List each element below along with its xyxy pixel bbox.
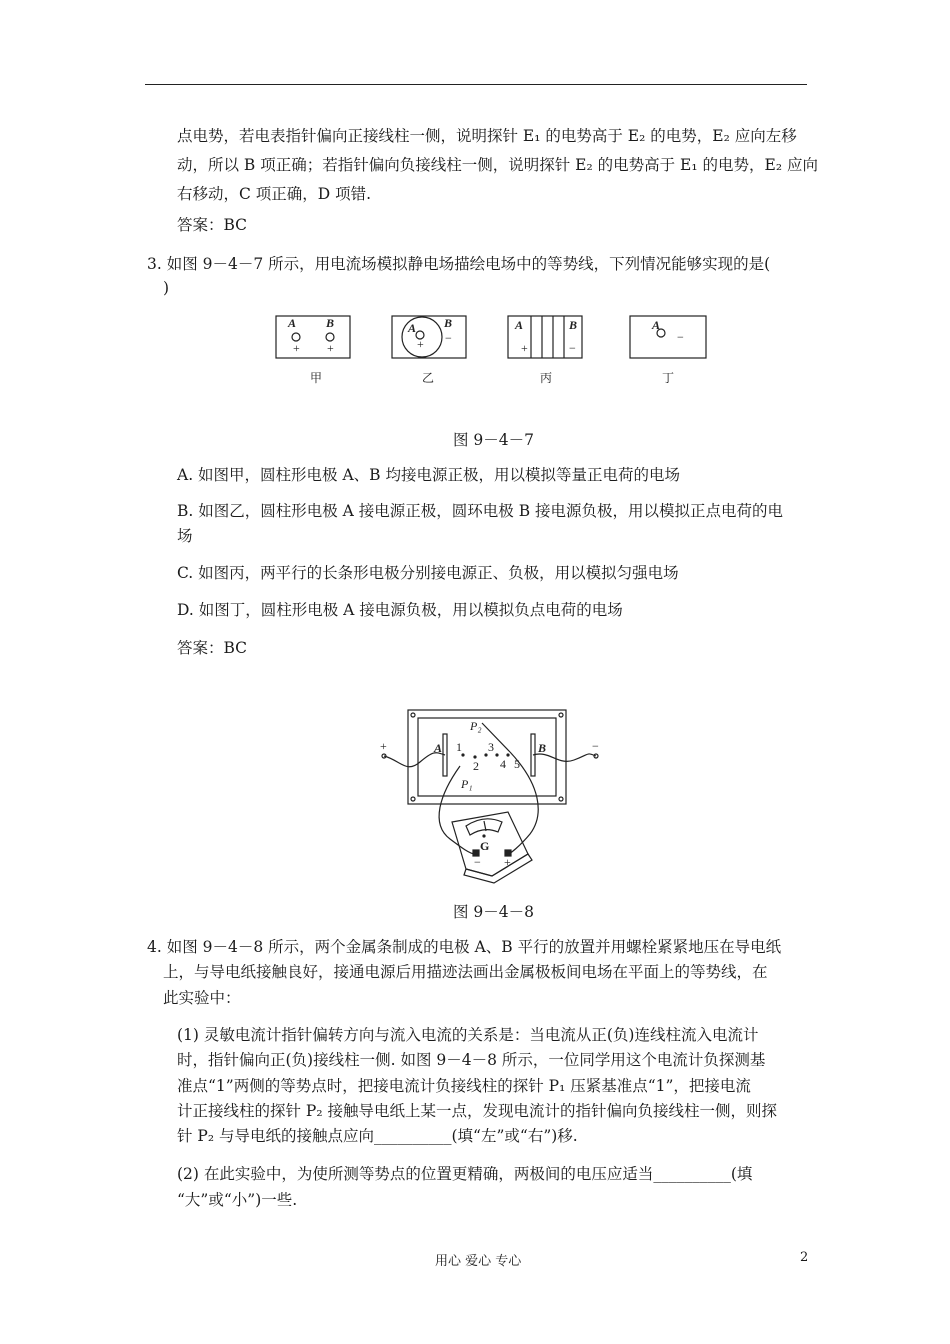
text-line: 场: [177, 527, 193, 545]
meter-plus-label: +: [504, 855, 511, 869]
label-a: A: [408, 321, 417, 335]
question-4: 4. 如图 9－4－8 所示，两个金属条制成的电极 A、B 平行的放置并用螺栓紧紧地压在导电纸: [147, 938, 782, 956]
point-label: 5: [514, 757, 520, 771]
screw-icon: [559, 713, 563, 717]
meter-minus-label: −: [474, 855, 481, 869]
panel-name: 丁: [662, 371, 675, 385]
option-a: A. 如图甲，圆柱形电极 A、B 均接电源正极，用以模拟等量正电荷的电场: [177, 466, 680, 484]
label-b: B: [326, 316, 335, 330]
panel-name: 乙: [422, 371, 435, 385]
option-b: B. 如图乙，圆柱形电极 A 接电源正极，圆环电极 B 接电源负极，用以模拟正点电荷的电: [177, 502, 784, 520]
terminal-plus-label: +: [380, 739, 387, 753]
text-line: 计正接线柱的探针 P₂ 接触导电纸上某一点，发现电流计的指针偏向负接线柱一侧，则探: [177, 1102, 777, 1120]
electrode-a-icon: [292, 333, 300, 341]
screw-icon: [411, 713, 415, 717]
label-a: A: [515, 318, 524, 332]
option-c: C. 如图丙，两平行的长条形电极分别接电源正、负极，用以模拟匀强电场: [177, 564, 679, 582]
minus-sign: −: [677, 330, 684, 344]
option-d: D. 如图丁，圆柱形电极 A 接电源负极，用以模拟负点电荷的电场: [177, 601, 623, 619]
text-line: 准点“1”两侧的等势点时，把接电流计负接线柱的探针 P₁ 压紧基准点“1”，把接电流: [177, 1077, 751, 1095]
electrode-b-icon: [326, 333, 334, 341]
text-line: ): [163, 279, 170, 297]
figure-caption: 图 9－4－8: [453, 903, 535, 921]
point-5: [506, 753, 509, 756]
probe-p2-line: [482, 723, 510, 752]
text-line: 上，与导电纸接触良好，接通电源后用描迹法画出金属极板间电场在平面上的等势线，在: [163, 963, 768, 981]
figure-9-4-7: [270, 310, 710, 390]
text-line: 动，所以 B 项正确；若指针偏向负接线柱一侧，说明探针 E₂ 的电势高于 E₁ 的电势，E₂ 应向: [177, 156, 818, 174]
plus-sign: +: [293, 341, 300, 355]
probe-p2-label: P₂: [470, 719, 482, 733]
screw-icon: [559, 797, 563, 801]
label-b: B: [444, 316, 453, 330]
question-3: 3. 如图 9－4－7 所示，用电流场模拟静电场描绘电场中的等势线，下列情况能够实现的是(: [147, 255, 771, 273]
screw-icon: [411, 797, 415, 801]
galvanometer-body: [452, 812, 528, 876]
probe-p1-label: P₁: [461, 777, 473, 791]
text-line: “大”或“小”)一些.: [177, 1191, 298, 1209]
plus-sign: +: [521, 341, 528, 355]
text-line: 此实验中：: [163, 989, 241, 1007]
figure-9-4-8: [380, 704, 620, 894]
text-line: 时，指针偏向正(负)接线柱一侧. 如图 9－4－8 所示，一位同学用这个电流计负探测基: [177, 1051, 766, 1069]
probe-p2-lead: [508, 752, 538, 854]
label-a: A: [288, 316, 297, 330]
answer-line: 答案：BC: [177, 216, 248, 234]
label-b: B: [569, 318, 578, 332]
subquestion-2: (2) 在此实验中，为使所测等势点的位置更精确，两极间的电压应适当__________(填: [177, 1165, 753, 1183]
answer-line: 答案：BC: [177, 639, 248, 657]
point-label: 4: [500, 757, 506, 771]
minus-sign: −: [569, 341, 576, 355]
minus-sign: −: [445, 331, 452, 345]
panel-name: 丙: [540, 371, 553, 385]
meter-center-dot: [482, 834, 485, 837]
label-a: A: [434, 741, 443, 755]
text-line: 右移动，C 项正确，D 项错.: [177, 185, 372, 203]
label-a: A: [652, 318, 661, 332]
plus-sign: +: [327, 341, 334, 355]
panel-ding-frame: [630, 316, 706, 358]
page-number: 2: [800, 1250, 809, 1265]
figure-caption: 图 9－4－7: [453, 431, 535, 449]
terminal-minus-label: −: [592, 739, 599, 753]
point-label: 2: [473, 759, 479, 773]
point-label: 1: [456, 740, 462, 754]
header-rule: [145, 84, 807, 85]
label-b: B: [538, 741, 547, 755]
text-line: 针 P₂ 与导电纸的接触点应向__________(填“左”或“右”)移.: [177, 1127, 578, 1145]
wire-right: [533, 754, 596, 761]
point-label: 3: [488, 740, 494, 754]
meter-label: G: [480, 839, 490, 853]
panel-yi-frame: [392, 316, 466, 358]
point-4: [495, 753, 498, 756]
board-outer: [408, 710, 566, 804]
subquestion-1: (1) 灵敏电流计指针偏转方向与流入电流的关系是：当电流从正(负)连线柱流入电流计: [177, 1026, 759, 1044]
panel-name: 甲: [310, 371, 323, 385]
text-line: 点电势，若电表指针偏向正接线柱一侧，说明探针 E₁ 的电势高于 E₂ 的电势，E₂ 应向左移: [177, 127, 797, 145]
plus-sign: +: [417, 337, 424, 351]
footer-center: 用心 爱心 专心: [435, 1254, 522, 1269]
